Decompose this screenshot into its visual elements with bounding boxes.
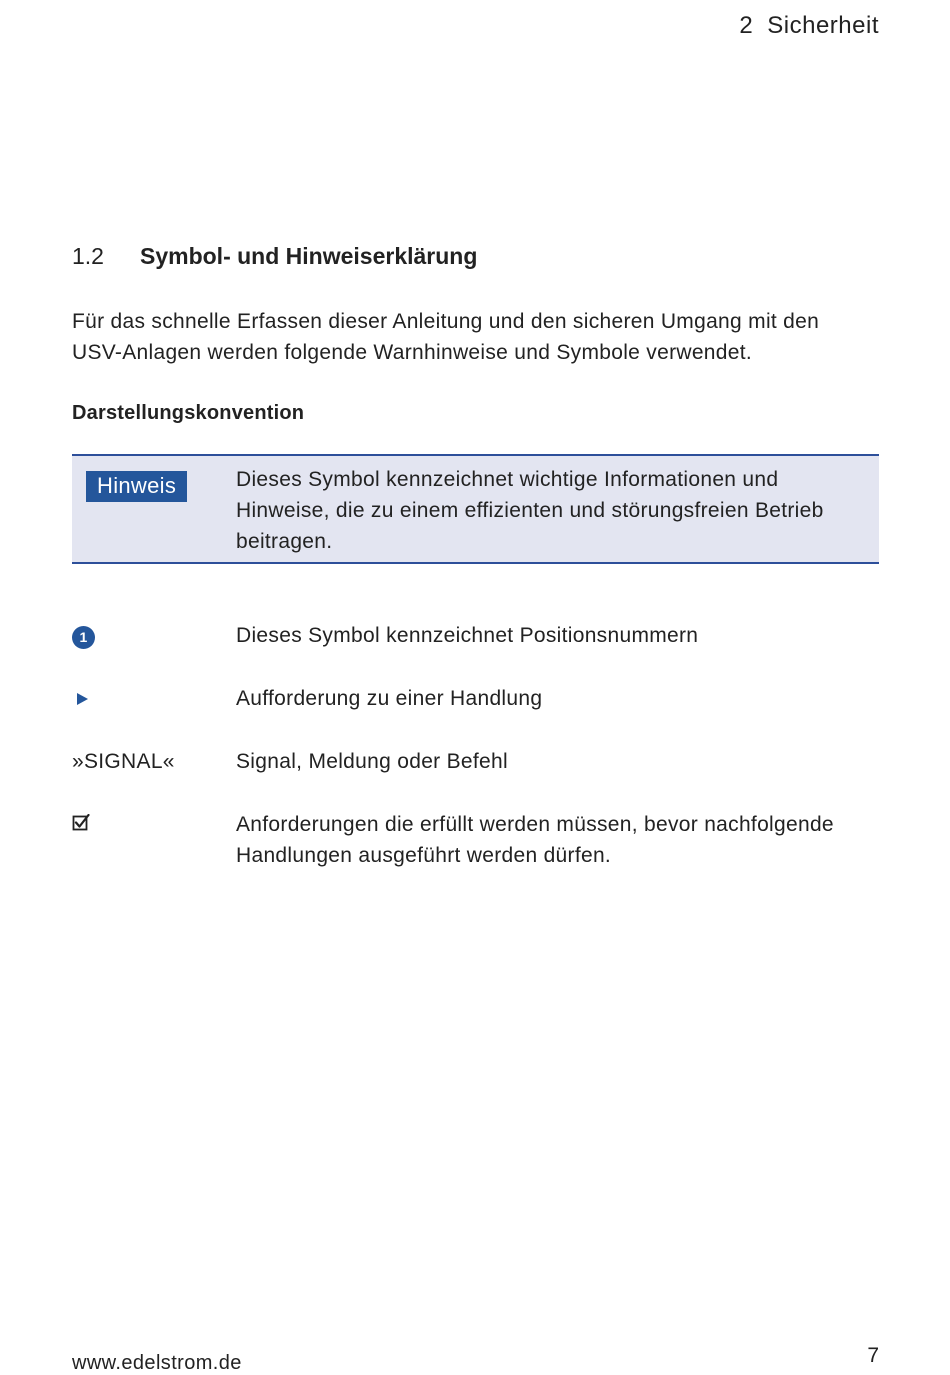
note-label: Hinweis xyxy=(86,471,187,502)
section-heading xyxy=(72,243,477,270)
convention-description: Aufforderung zu einer Handlung xyxy=(236,687,543,710)
note-box xyxy=(72,454,879,564)
signal-symbol: »SIGNAL« xyxy=(72,750,175,773)
page-number: 7 xyxy=(867,1344,879,1367)
note-text: Dieses Symbol kennzeichnet wichtige Informationen und Hinweise, die zu einem effizienten und störungsfreien Betrieb beitragen. xyxy=(236,468,824,553)
chapter-title: Sicherheit xyxy=(767,12,879,39)
convention-description: Dieses Symbol kennzeichnet Positionsnummern xyxy=(236,624,699,647)
convention-description: Anforderungen die erfüllt werden müssen, bevor nachfolgende Handlungen ausgeführt werden dürfen. xyxy=(236,813,834,867)
chapter-number: 2 xyxy=(739,12,754,39)
checked-box-icon xyxy=(72,809,90,841)
footer-url: www.edelstrom.de xyxy=(72,1352,242,1374)
subheading: Darstellungskonvention xyxy=(72,402,305,424)
section-title: Symbol- und Hinweiserklärung xyxy=(140,243,478,269)
running-header xyxy=(739,12,879,40)
position-number-icon xyxy=(72,620,95,651)
position-number-badge: 1 xyxy=(72,626,95,649)
intro-paragraph: Für das schnelle Erfassen dieser Anleitung und den sicheren Umgang mit den USV-Anlagen werden folgende Warnhinweise und Symbole verwendet. xyxy=(72,310,820,364)
convention-description: Signal, Meldung oder Befehl xyxy=(236,750,508,773)
section-number: 1.2 xyxy=(72,243,104,269)
play-arrow-icon xyxy=(72,683,88,714)
